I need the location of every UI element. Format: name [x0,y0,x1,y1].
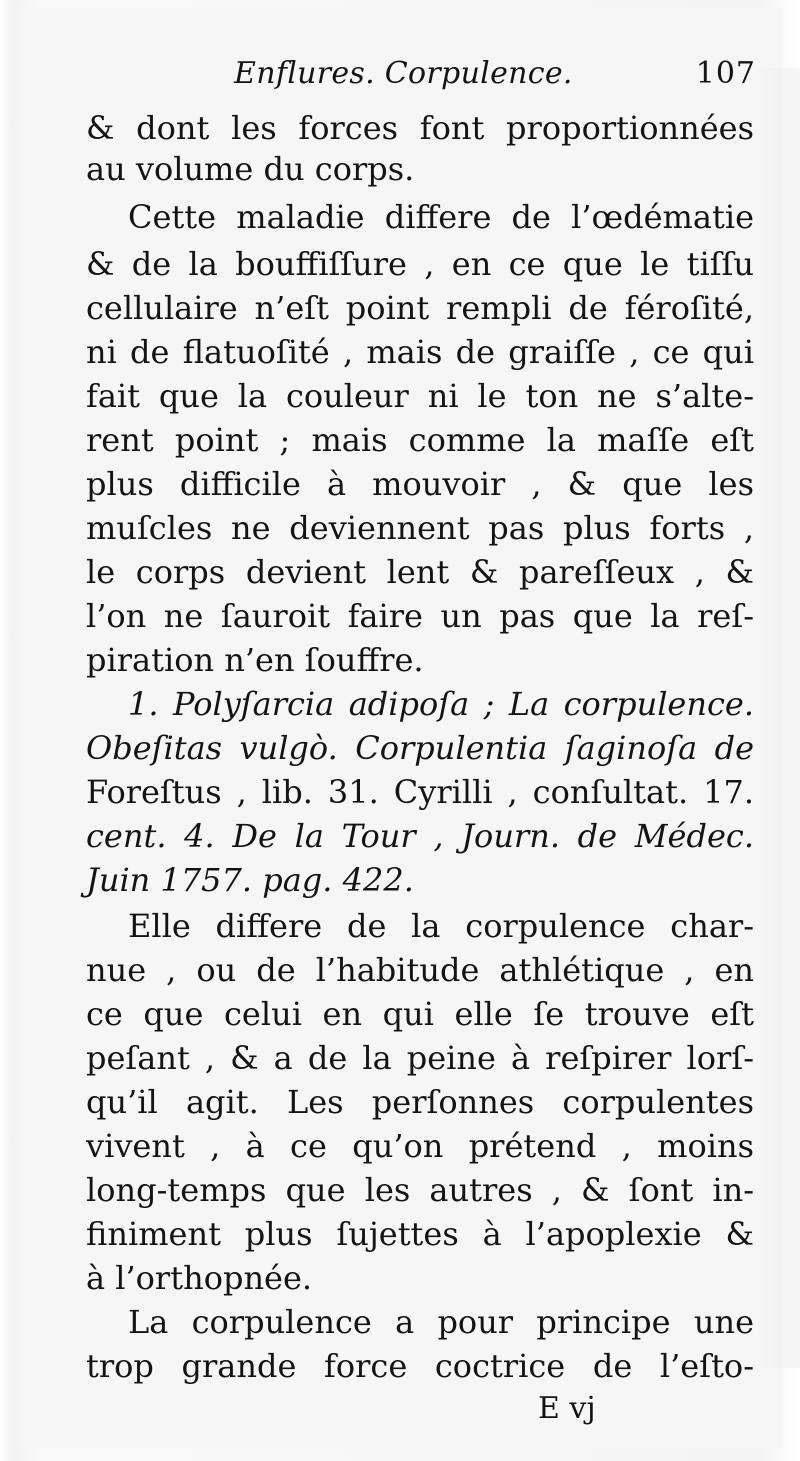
text-line: vivent , à ce qu’on prétend , moins [86,1127,754,1165]
text-line: ni de flatuoſité , mais de graiſſe , ce qui [86,333,754,371]
text-line: long-temps que les autres , & ſont in- [86,1171,754,1209]
text-line: La corpulence a pour principe une [128,1303,754,1341]
text-line: Juin 1757. pag. 422. [86,861,414,899]
text-line: Cette maladie differe de l’œdématie [128,198,754,236]
text-line: trop grande force coctrice de l’eſto- [86,1347,754,1385]
text-line: muſcles ne deviennent pas plus forts , [86,509,754,547]
text-line: & dont les forces font proportionnées [86,109,754,147]
text-line: l’on ne ſauroit faire un pas que la reſ- [86,597,754,635]
text-line: ce que celui en qui elle ſe trouve eſt [86,995,754,1033]
text-line: au volume du corps. [86,150,415,188]
text-line: 1. Polyſarcia adipoſa ; La corpulence. [128,685,754,723]
text-line: nue , ou de l’habitude athlétique , en [86,951,754,989]
text-line: qu’il agit. Les perſonnes corpulentes [86,1083,754,1121]
running-head-title: Enflures. Corpulence. [234,56,573,91]
text-line: rent point ; mais comme la maſſe eſt [86,421,754,459]
text-line: finiment plus ſujettes à l’apoplexie & [86,1215,754,1253]
text-line: Foreſtus , lib. 31. Cyrilli , conſultat. 17. [86,773,754,811]
text-line: piration n’en ſouffre. [86,641,424,679]
book-page [20,8,782,1448]
text-line: fait que la couleur ni le ton ne s’alte- [86,377,754,415]
page-number: 107 [695,56,756,91]
text-line: & de la bouffiſſure , en ce que le tiſſu [86,245,754,283]
text-line: Elle differe de la corpulence char- [128,907,754,945]
text-line: le corps devient lent & pareſſeux , & [86,553,754,591]
text-line: cellulaire n’eſt point rempli de féroſité, [86,289,754,327]
text-line: à l’orthopnée. [86,1259,313,1297]
text-line: cent. 4. De la Tour , Journ. de Médec. [86,817,754,855]
text-line: plus difficile à mouvoir , & que les [86,465,754,503]
signature-mark: E vj [538,1391,596,1426]
running-head [234,56,754,96]
text-line: Obeſitas vulgò. Corpulentia ſaginoſa de [86,729,754,767]
page-shadow [756,68,800,1368]
text-line: peſant , & a de la peine à reſpirer lorſ- [86,1039,754,1077]
